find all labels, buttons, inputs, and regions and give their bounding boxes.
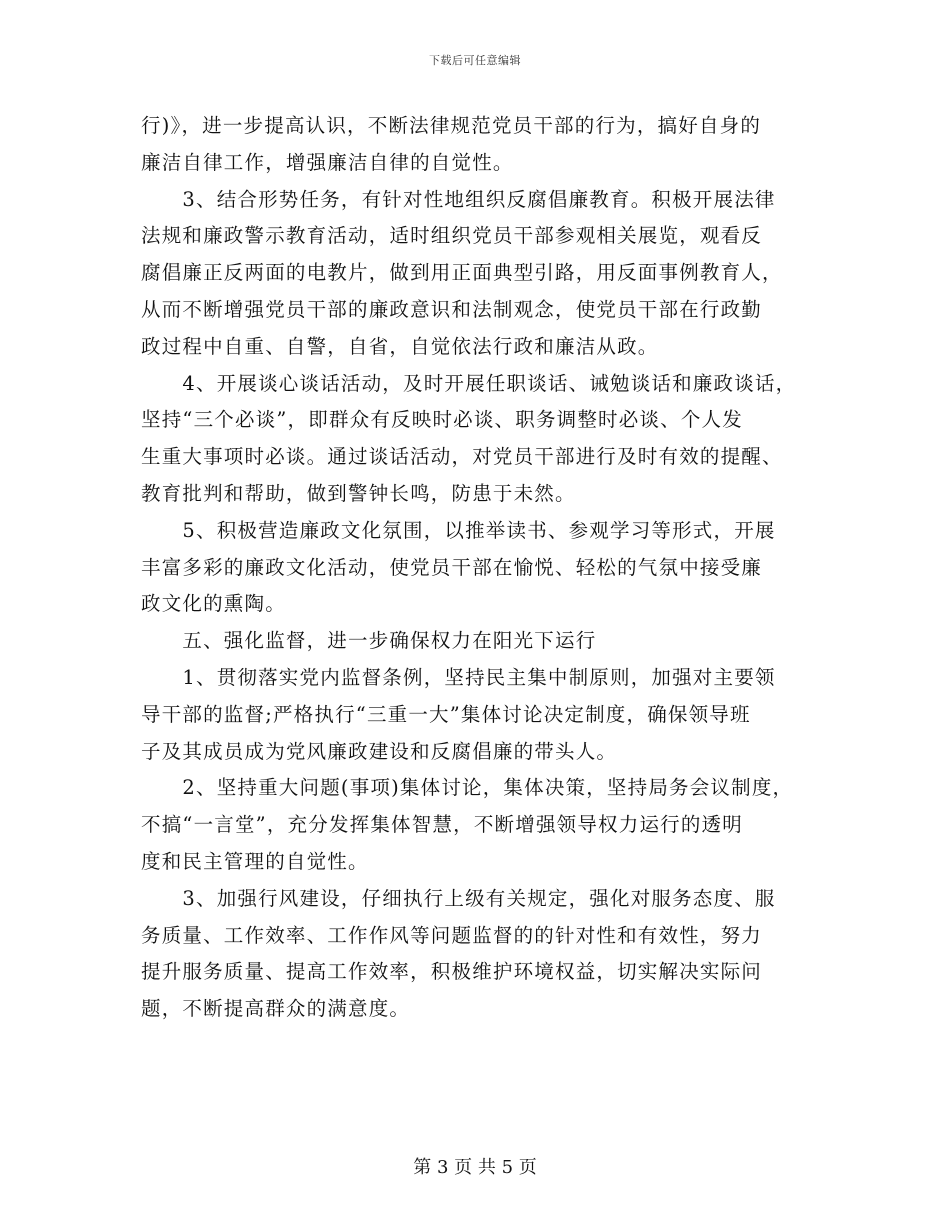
text-line: 1、贯彻落实党内监督条例，坚持民主集中制原则，加强对主要领 xyxy=(141,665,776,689)
text-line: 腐倡廉正反两面的电教片，做到用正面典型引路，用反面事例教育人， xyxy=(141,261,783,285)
text-line: 廉洁自律工作，增强廉洁自律的自觉性。 xyxy=(141,150,514,174)
text-line: 提升服务质量、提高工作效率，积极维护环境权益，切实解决实际问 xyxy=(141,960,763,984)
text-line: 教育批判和帮助，做到警钟长鸣，防患于未然。 xyxy=(141,481,576,505)
text-line: 丰富多彩的廉政文化活动，使党员干部在愉悦、轻松的气氛中接受廉 xyxy=(141,555,763,579)
text-line: 2、坚持重大问题(事项)集体讨论，集体决策，坚持局务会议制度， xyxy=(141,776,794,800)
text-line: 从而不断增强党员干部的廉政意识和法制观念，使党员干部在行政勤 xyxy=(141,297,763,321)
text-line: 不搞“一言堂”，充分发挥集体智慧，不断增强领导权力运行的透明 xyxy=(141,813,743,837)
text-line: 坚持“三个必谈”，即群众有反映时必谈、职务调整时必谈、个人发 xyxy=(141,408,743,432)
text-line: 度和民主管理的自觉性。 xyxy=(141,849,369,873)
text-line: 导干部的监督;严格执行“三重一大”集体讨论决定制度，确保领导班 xyxy=(141,702,751,726)
document-body xyxy=(141,108,821,1028)
text-line: 生重大事项时必谈。通过谈话活动，对党员干部进行及时有效的提醒、 xyxy=(141,445,783,469)
text-line: 务质量、工作效率、工作作风等问题监督的的针对性和有效性，努力 xyxy=(141,923,763,947)
page-number: 第 3 页 共 5 页 xyxy=(413,1157,537,1178)
text-line: 3、结合形势任务，有针对性地组织反腐倡廉教育。积极开展法律 xyxy=(141,187,776,211)
page-header: 下载后可任意编辑 xyxy=(429,54,521,67)
text-line: 题，不断提高群众的满意度。 xyxy=(141,997,411,1021)
text-line: 行)》，进一步提高认识，不断法律规范党员干部的行为，搞好自身的 xyxy=(141,114,762,137)
text-line: 子及其成员成为党风廉政建设和反腐倡廉的带头人。 xyxy=(141,739,618,763)
text-line: 4、开展谈心谈话活动，及时开展任职谈话、诫勉谈话和廉政谈话， xyxy=(141,371,797,395)
text-line: 3、加强行风建设，仔细执行上级有关规定，强化对服务态度、服 xyxy=(141,886,776,910)
text-line: 5、积极营造廉政文化氛围，以推举读书、参观学习等形式，开展 xyxy=(141,518,776,542)
text-line: 政过程中自重、自警，自省，自觉依法行政和廉洁从政。 xyxy=(141,334,659,358)
text-line: 政文化的熏陶。 xyxy=(141,592,286,616)
text-line: 法规和廉政警示教育活动，适时组织党员干部参观相关展览，观看反 xyxy=(141,224,763,248)
section-heading: 五、强化监督，进一步确保权力在阳光下运行 xyxy=(141,629,597,653)
